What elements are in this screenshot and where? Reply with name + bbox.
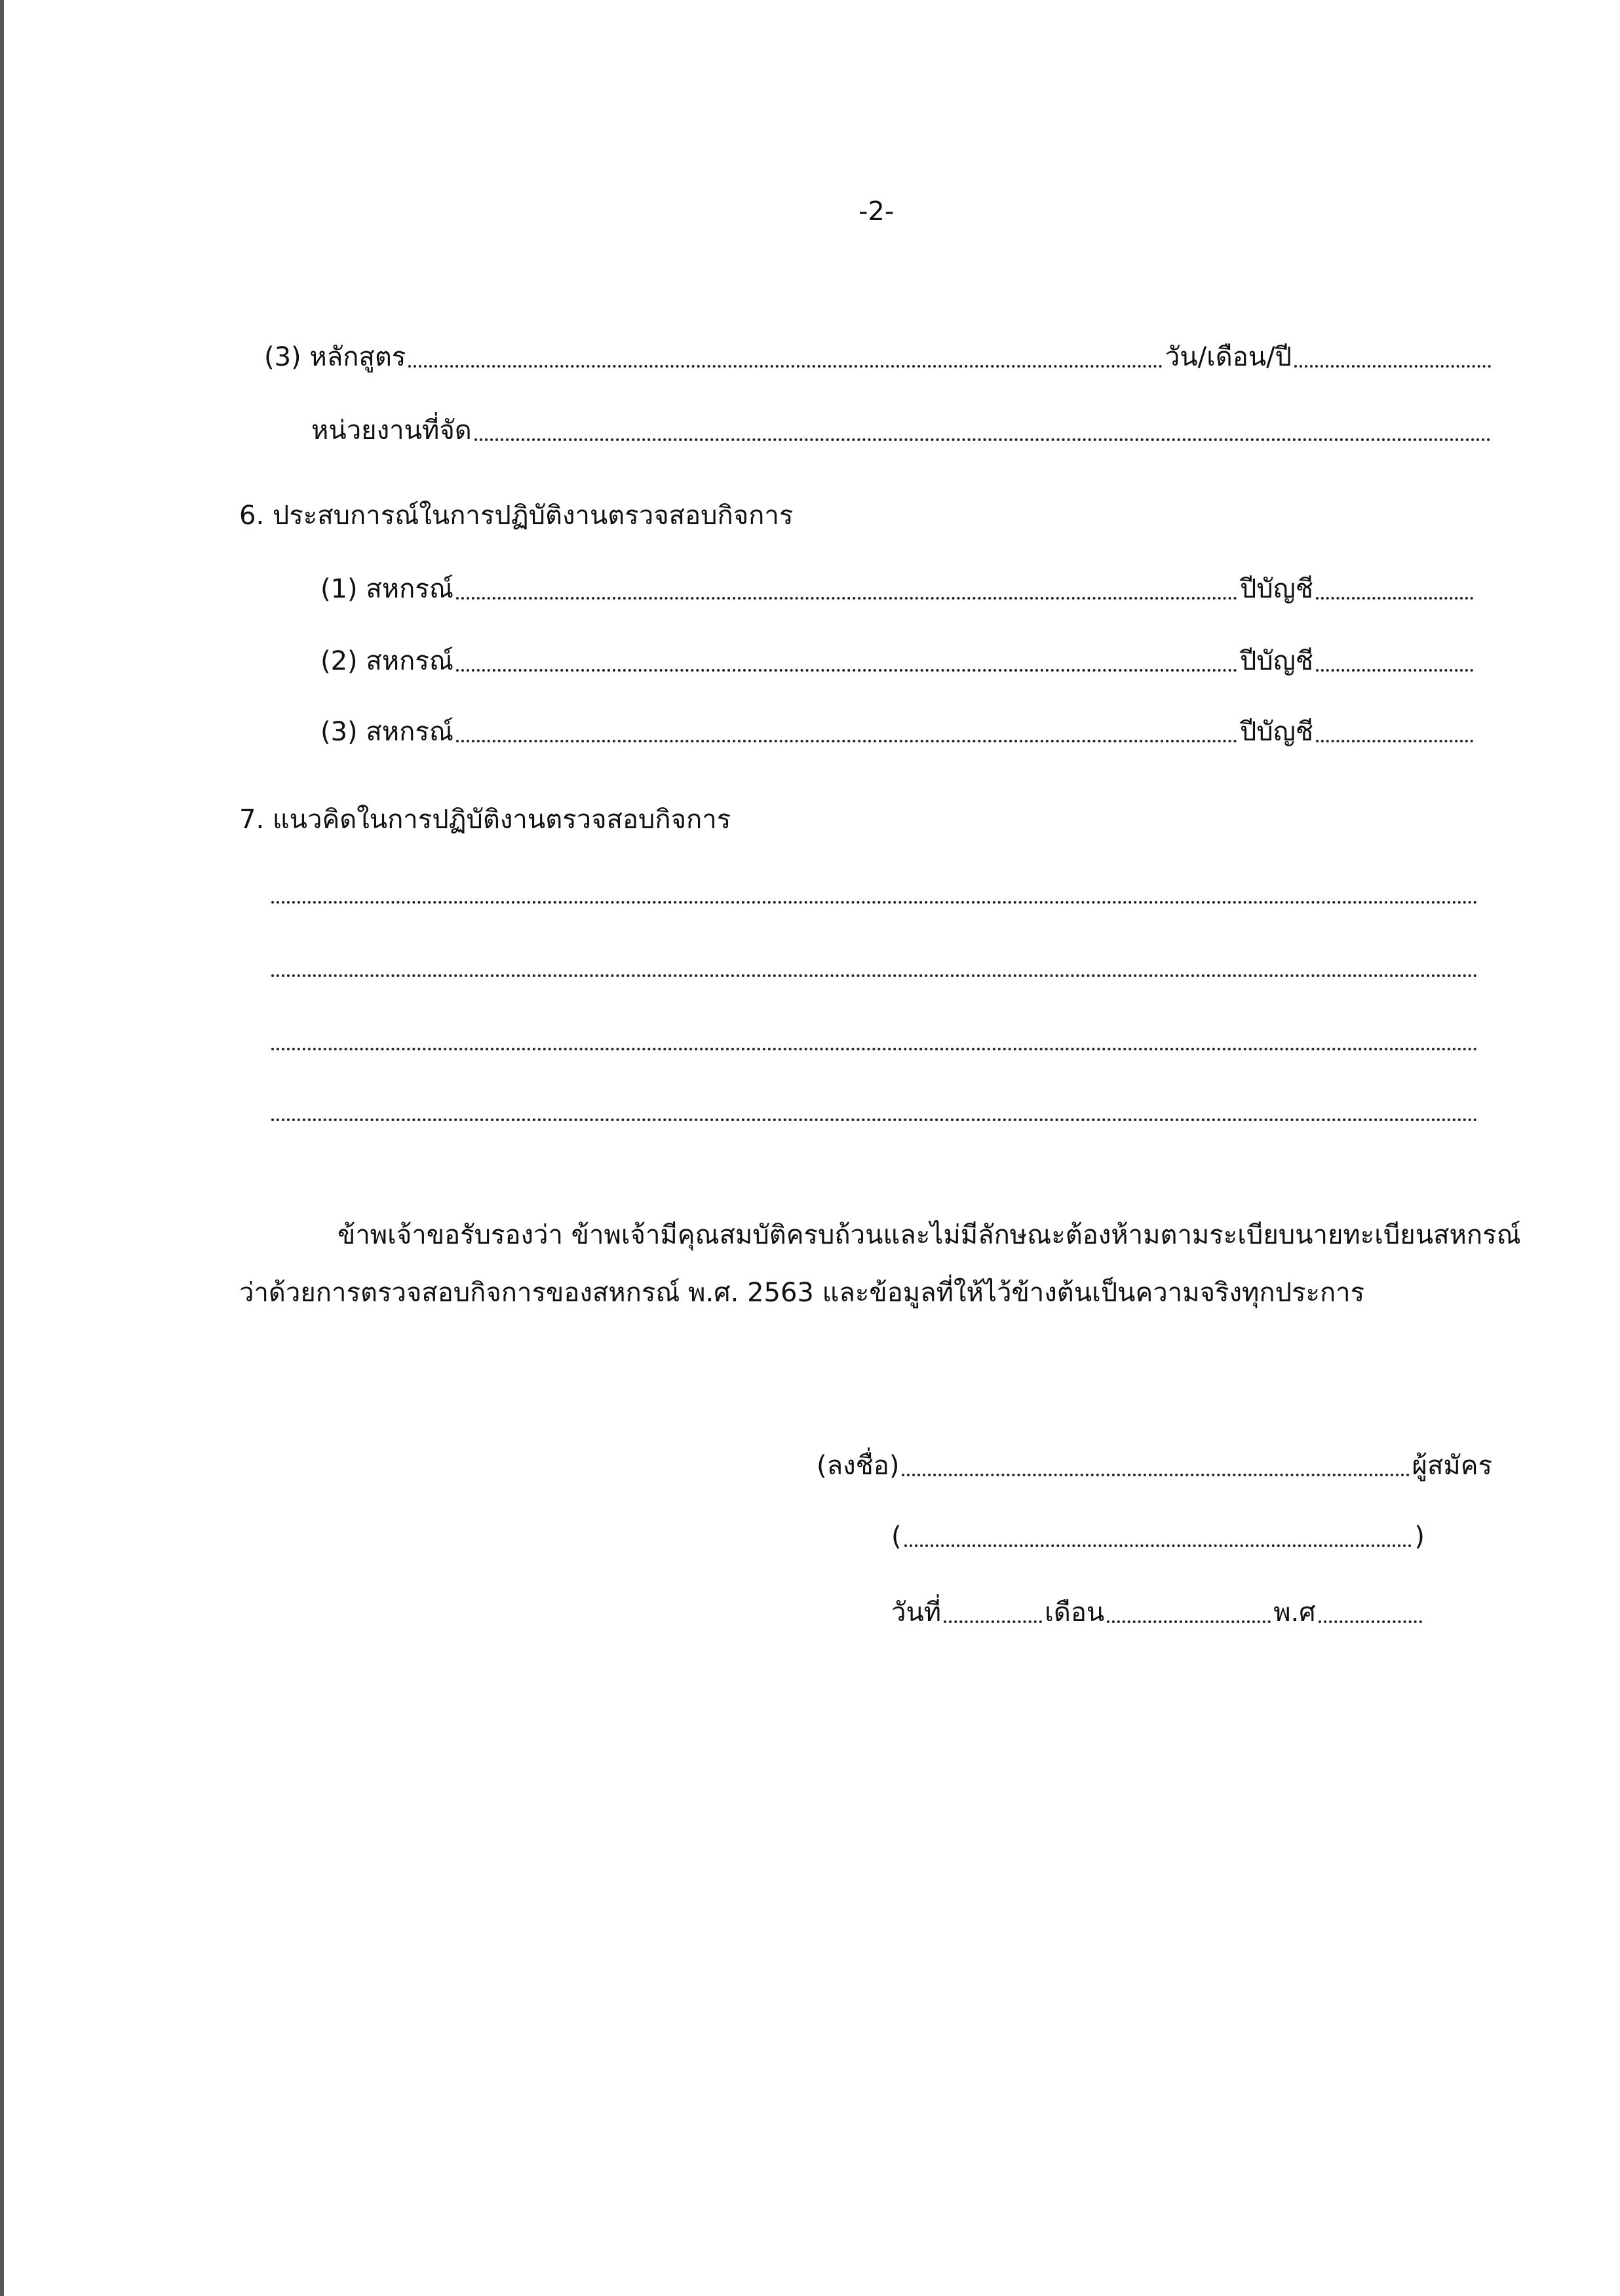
- organizer-row: [311, 411, 1494, 450]
- concept-line: [269, 1091, 1480, 1130]
- scan-edge: [0, 0, 4, 2296]
- printed-name-row: [891, 1517, 1425, 1556]
- coop-row: [320, 569, 1476, 609]
- fiscal-year-field[interactable]: [1316, 740, 1473, 742]
- date-label: วัน/เดือน/ปี: [1165, 342, 1292, 372]
- concept-field[interactable]: [271, 1048, 1478, 1050]
- coop-field[interactable]: [456, 597, 1237, 600]
- coop-label: (1) สหกรณ์: [320, 574, 453, 604]
- organizer-field[interactable]: [474, 438, 1491, 441]
- fiscal-year-field[interactable]: [1316, 669, 1473, 672]
- day-label: วันที่: [891, 1598, 942, 1628]
- course-row: [264, 337, 1494, 377]
- applicant-label: ผู้สมัคร: [1412, 1451, 1492, 1481]
- month-label: เดือน: [1045, 1598, 1105, 1628]
- coop-field[interactable]: [456, 740, 1237, 742]
- close-paren: ): [1414, 1521, 1425, 1552]
- date-field[interactable]: [1294, 365, 1491, 368]
- date-row: [891, 1593, 1425, 1632]
- fiscal-year-label: ปีบัญชี: [1239, 646, 1313, 676]
- signature-row: [817, 1446, 1492, 1485]
- sign-label: (ลงชื่อ): [817, 1451, 900, 1481]
- coop-row: [320, 641, 1476, 681]
- coop-label: (2) สหกรณ์: [320, 646, 453, 676]
- certification-line-1: ข้าพเจ้าขอรับรองว่า ข้าพเจ้ามีคุณสมบัติครบถ้วนและไม่มีลักษณะต้องห้ามตามระเบียบนายทะเบียนสหกรณ์: [338, 1220, 1521, 1250]
- concept-line: [269, 1020, 1480, 1060]
- course-label: (3) หลักสูตร: [264, 342, 406, 372]
- day-field[interactable]: [944, 1620, 1042, 1623]
- concept-field[interactable]: [271, 1119, 1478, 1121]
- section6-heading: 6. ประสบการณ์ในการปฏิบัติงานตรวจสอบกิจการ: [239, 501, 794, 531]
- concept-field[interactable]: [271, 901, 1478, 904]
- printed-name-field[interactable]: [904, 1544, 1412, 1547]
- concept-line: [269, 873, 1480, 913]
- page-number: -2-: [858, 197, 895, 227]
- concept-field[interactable]: [271, 974, 1478, 977]
- coop-row: [320, 712, 1476, 752]
- open-paren: (: [891, 1521, 902, 1552]
- organizer-label: หน่วยงานที่จัด: [311, 415, 472, 446]
- fiscal-year-label: ปีบัญชี: [1239, 717, 1313, 747]
- coop-field[interactable]: [456, 669, 1237, 672]
- year-field[interactable]: [1319, 1620, 1422, 1623]
- month-field[interactable]: [1107, 1620, 1271, 1623]
- coop-label: (3) สหกรณ์: [320, 717, 453, 747]
- fiscal-year-label: ปีบัญชี: [1239, 574, 1313, 604]
- fiscal-year-field[interactable]: [1316, 597, 1473, 600]
- course-field[interactable]: [408, 365, 1162, 368]
- section7-heading: 7. แนวคิดในการปฏิบัติงานตรวจสอบกิจการ: [239, 805, 731, 835]
- year-label: พ.ศ: [1273, 1598, 1316, 1628]
- certification-line-2: ว่าด้วยการตรวจสอบกิจการของสหกรณ์ พ.ศ. 2563 และข้อมูลที่ให้ไว้ข้างต้นเป็นความจริงทุกประการ: [239, 1278, 1365, 1308]
- concept-line: [269, 947, 1480, 986]
- signature-field[interactable]: [902, 1474, 1409, 1476]
